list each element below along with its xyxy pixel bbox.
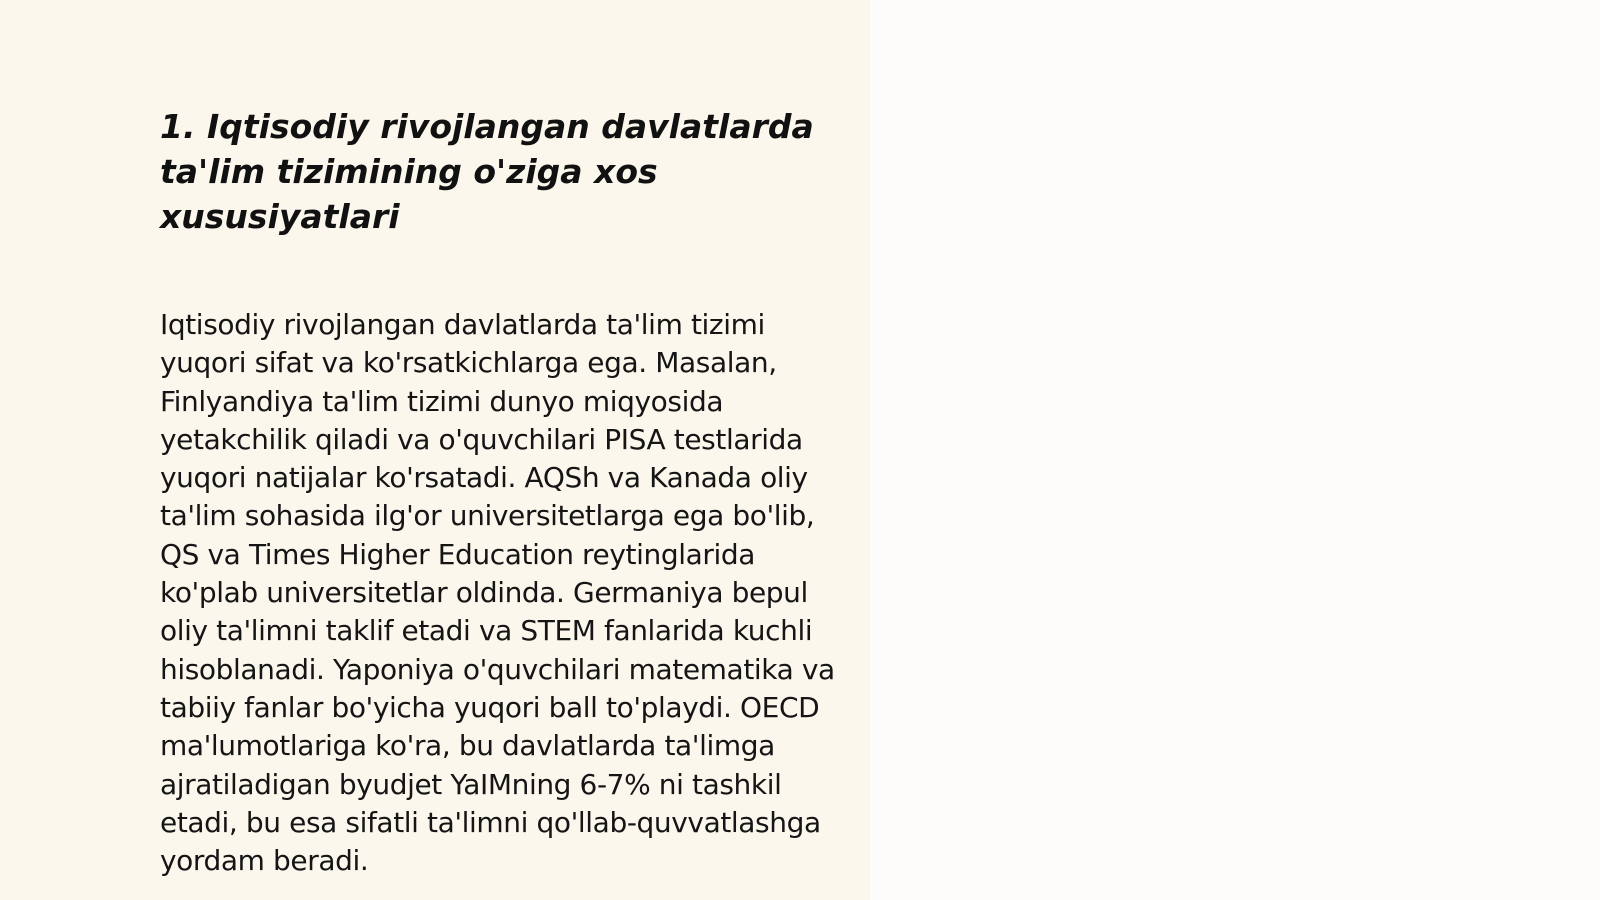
blank-panel bbox=[870, 0, 1600, 900]
slide-body-text: Iqtisodiy rivojlangan davlatlarda ta'lim tizimi yuqori sifat va ko'rsatkichlarga ega. Masalan, Finlyandiya ta'lim tizimi dunyo miqyosida yetakchilik qiladi va o'quvchilari PISA testlarida yuqori natijalar ko'rsatadi. AQSh va Kanada oliy ta'lim sohasida ilg'or universitetlarga ega bo'lib, QS va Times Higher Education reytinglarida ko'plab universitetlar oldinda. Germaniya bepul oliy ta'limni taklif etadi va STEM fanlarida kuchli hisoblanadi. Yaponiya o'quvchilari matematika va tabiiy fanlar bo'yicha yuqori ball to'playdi. OECD ma'lumotlariga ko'ra, bu davlatlarda ta'limga ajratiladigan byudjet YaIMning 6-7% ni tashkil etadi, bu esa sifatli ta'limni qo'llab-quvvatlashga yordam beradi. bbox=[160, 308, 835, 878]
slide-title: 1. Iqtisodiy rivojlangan davlatlarda ta'lim tizimining o'ziga xos xususiyatlari bbox=[160, 107, 814, 236]
